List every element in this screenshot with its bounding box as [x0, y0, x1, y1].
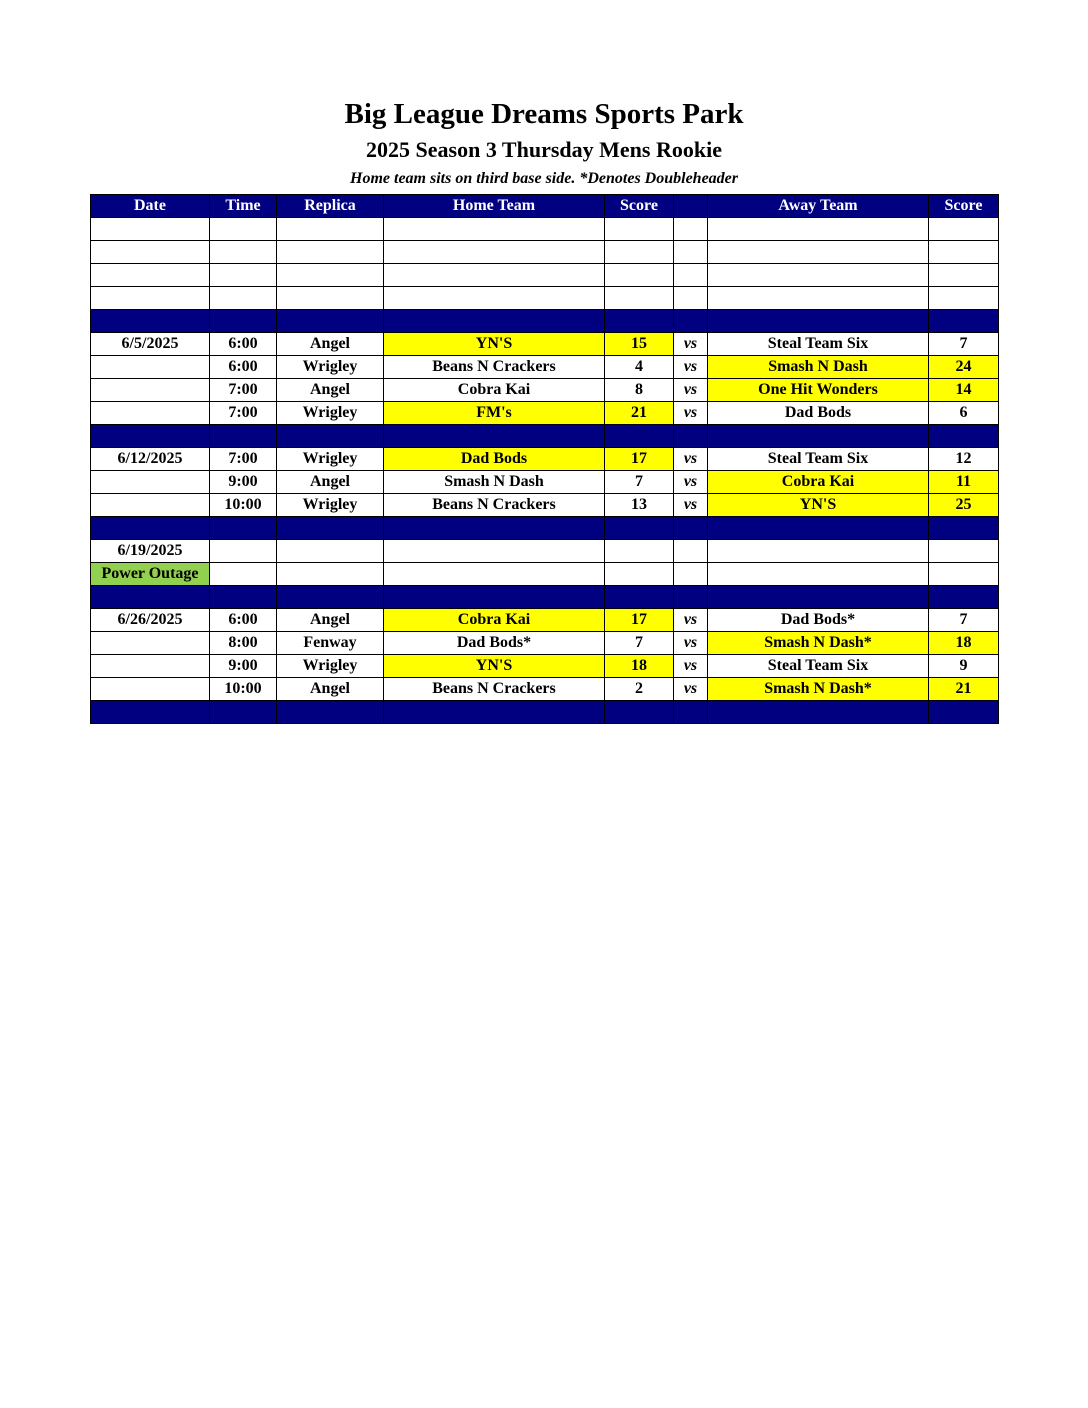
- home-team-cell: FM's: [384, 402, 605, 425]
- away-team-cell: [708, 540, 929, 563]
- time-cell: 10:00: [210, 678, 277, 701]
- time-cell: 7:00: [210, 379, 277, 402]
- separator-row: [91, 310, 999, 333]
- vs-cell: [674, 425, 708, 448]
- header-row: [91, 195, 999, 218]
- date-cell: [91, 494, 210, 517]
- away-team-cell: [708, 310, 929, 333]
- col-header-time: Time: [210, 195, 277, 218]
- home-score-cell: 2: [605, 678, 674, 701]
- replica-cell: [277, 218, 384, 241]
- blank-row: [91, 264, 999, 287]
- away-team-cell: [708, 264, 929, 287]
- home-team-cell: Beans N Crackers: [384, 678, 605, 701]
- home-team-cell: YN'S: [384, 333, 605, 356]
- time-cell: [210, 517, 277, 540]
- replica-cell: [277, 563, 384, 586]
- home-score-cell: 17: [605, 609, 674, 632]
- replica-cell: Angel: [277, 678, 384, 701]
- game-row: [91, 471, 999, 494]
- away-score-cell: [929, 540, 999, 563]
- away-team-cell: [708, 425, 929, 448]
- date-cell: [91, 218, 210, 241]
- time-cell: [210, 586, 277, 609]
- page-subtitle: 2025 Season 3 Thursday Mens Rookie: [366, 137, 722, 162]
- home-team-cell: [384, 264, 605, 287]
- home-score-cell: [605, 241, 674, 264]
- date-cell: 6/5/2025: [91, 333, 210, 356]
- vs-cell: [674, 218, 708, 241]
- home-score-cell: [605, 264, 674, 287]
- date-cell: [91, 310, 210, 333]
- time-cell: 6:00: [210, 333, 277, 356]
- away-score-cell: 12: [929, 448, 999, 471]
- home-team-cell: [384, 540, 605, 563]
- away-score-cell: [929, 701, 999, 724]
- schedule-body: [91, 195, 999, 724]
- game-row: [91, 379, 999, 402]
- time-cell: 7:00: [210, 448, 277, 471]
- away-team-cell: Steal Team Six: [708, 333, 929, 356]
- away-score-cell: 18: [929, 632, 999, 655]
- home-team-cell: [384, 241, 605, 264]
- game-row: [91, 448, 999, 471]
- away-team-cell: Smash N Dash*: [708, 632, 929, 655]
- home-team-cell: [384, 287, 605, 310]
- home-team-cell: Dad Bods*: [384, 632, 605, 655]
- game-row: [91, 609, 999, 632]
- away-score-cell: [929, 563, 999, 586]
- date-cell: [91, 402, 210, 425]
- replica-cell: Fenway: [277, 632, 384, 655]
- away-team-cell: Dad Bods: [708, 402, 929, 425]
- time-cell: 6:00: [210, 356, 277, 379]
- away-score-cell: [929, 218, 999, 241]
- time-cell: 9:00: [210, 655, 277, 678]
- blank-row: [91, 287, 999, 310]
- vs-cell: [674, 310, 708, 333]
- away-team-cell: Smash N Dash: [708, 356, 929, 379]
- date-cell: [91, 425, 210, 448]
- vs-cell: vs: [674, 494, 708, 517]
- home-score-cell: 13: [605, 494, 674, 517]
- game-row: [91, 678, 999, 701]
- away-score-cell: [929, 287, 999, 310]
- vs-cell: vs: [674, 471, 708, 494]
- away-team-cell: Steal Team Six: [708, 448, 929, 471]
- date-cell: [91, 356, 210, 379]
- home-team-cell: Cobra Kai: [384, 609, 605, 632]
- home-score-cell: 15: [605, 333, 674, 356]
- col-header-home-score: Score: [605, 195, 674, 218]
- time-cell: 6:00: [210, 609, 277, 632]
- vs-cell: vs: [674, 609, 708, 632]
- replica-cell: Angel: [277, 379, 384, 402]
- time-cell: [210, 218, 277, 241]
- time-cell: [210, 241, 277, 264]
- home-team-cell: [384, 310, 605, 333]
- away-score-cell: 7: [929, 333, 999, 356]
- replica-cell: Wrigley: [277, 402, 384, 425]
- home-score-cell: 8: [605, 379, 674, 402]
- away-score-cell: 9: [929, 655, 999, 678]
- time-cell: [210, 310, 277, 333]
- vs-cell: [674, 701, 708, 724]
- time-cell: 9:00: [210, 471, 277, 494]
- vs-cell: vs: [674, 333, 708, 356]
- home-score-cell: [605, 586, 674, 609]
- replica-cell: Angel: [277, 609, 384, 632]
- away-team-cell: [708, 586, 929, 609]
- separator-row: [91, 425, 999, 448]
- away-team-cell: [708, 701, 929, 724]
- game-row: [91, 402, 999, 425]
- away-score-cell: [929, 310, 999, 333]
- date-cell: 6/19/2025: [91, 540, 210, 563]
- date-cell: [91, 379, 210, 402]
- away-score-cell: [929, 241, 999, 264]
- replica-cell: Wrigley: [277, 655, 384, 678]
- game-row: [91, 563, 999, 586]
- time-cell: [210, 425, 277, 448]
- replica-cell: [277, 241, 384, 264]
- time-cell: [210, 264, 277, 287]
- blank-row: [91, 218, 999, 241]
- home-team-cell: [384, 517, 605, 540]
- replica-cell: [277, 425, 384, 448]
- col-header-home-team: Home Team: [384, 195, 605, 218]
- home-score-cell: 21: [605, 402, 674, 425]
- time-cell: [210, 701, 277, 724]
- blank-row: [91, 241, 999, 264]
- replica-cell: Angel: [277, 471, 384, 494]
- separator-row: [91, 517, 999, 540]
- game-row: [91, 632, 999, 655]
- away-team-cell: YN'S: [708, 494, 929, 517]
- away-score-cell: [929, 425, 999, 448]
- vs-cell: vs: [674, 632, 708, 655]
- vs-cell: [674, 540, 708, 563]
- col-header-away-team: Away Team: [708, 195, 929, 218]
- vs-cell: [674, 563, 708, 586]
- home-score-cell: 7: [605, 632, 674, 655]
- home-team-cell: [384, 586, 605, 609]
- time-cell: [210, 287, 277, 310]
- away-team-cell: [708, 218, 929, 241]
- home-score-cell: 7: [605, 471, 674, 494]
- away-team-cell: [708, 517, 929, 540]
- col-header-away-score: Score: [929, 195, 999, 218]
- date-cell: [91, 655, 210, 678]
- away-score-cell: 11: [929, 471, 999, 494]
- replica-cell: [277, 517, 384, 540]
- vs-cell: vs: [674, 655, 708, 678]
- away-score-cell: 6: [929, 402, 999, 425]
- col-header-date: Date: [91, 195, 210, 218]
- home-score-cell: 18: [605, 655, 674, 678]
- date-cell: [91, 586, 210, 609]
- home-team-cell: Dad Bods: [384, 448, 605, 471]
- game-row: [91, 655, 999, 678]
- home-score-cell: [605, 540, 674, 563]
- away-team-cell: One Hit Wonders: [708, 379, 929, 402]
- replica-cell: [277, 701, 384, 724]
- away-team-cell: [708, 563, 929, 586]
- date-cell: [91, 632, 210, 655]
- date-cell: [91, 287, 210, 310]
- vs-cell: [674, 287, 708, 310]
- home-score-cell: [605, 310, 674, 333]
- home-team-cell: [384, 218, 605, 241]
- home-score-cell: 4: [605, 356, 674, 379]
- home-score-cell: [605, 287, 674, 310]
- vs-cell: [674, 264, 708, 287]
- vs-cell: [674, 517, 708, 540]
- replica-cell: Wrigley: [277, 494, 384, 517]
- date-cell: 6/12/2025: [91, 448, 210, 471]
- home-team-cell: Beans N Crackers: [384, 494, 605, 517]
- replica-cell: [277, 264, 384, 287]
- time-cell: 8:00: [210, 632, 277, 655]
- game-row: [91, 356, 999, 379]
- home-score-cell: 17: [605, 448, 674, 471]
- date-cell: [91, 264, 210, 287]
- away-score-cell: [929, 586, 999, 609]
- home-team-cell: [384, 701, 605, 724]
- home-team-cell: [384, 563, 605, 586]
- home-team-cell: Cobra Kai: [384, 379, 605, 402]
- vs-cell: [674, 241, 708, 264]
- home-score-cell: [605, 425, 674, 448]
- home-score-cell: [605, 563, 674, 586]
- date-cell: [91, 678, 210, 701]
- away-score-cell: 14: [929, 379, 999, 402]
- page-title: Big League Dreams Sports Park: [344, 98, 744, 130]
- replica-cell: [277, 287, 384, 310]
- home-team-cell: Smash N Dash: [384, 471, 605, 494]
- vs-cell: vs: [674, 379, 708, 402]
- replica-cell: [277, 586, 384, 609]
- time-cell: 10:00: [210, 494, 277, 517]
- away-team-cell: [708, 287, 929, 310]
- separator-row: [91, 586, 999, 609]
- replica-cell: Wrigley: [277, 356, 384, 379]
- away-team-cell: Smash N Dash*: [708, 678, 929, 701]
- away-team-cell: Cobra Kai: [708, 471, 929, 494]
- home-team-cell: [384, 425, 605, 448]
- vs-cell: vs: [674, 678, 708, 701]
- vs-cell: vs: [674, 402, 708, 425]
- replica-cell: Wrigley: [277, 448, 384, 471]
- game-row: [91, 333, 999, 356]
- away-score-cell: 25: [929, 494, 999, 517]
- away-team-cell: Steal Team Six: [708, 655, 929, 678]
- vs-cell: vs: [674, 356, 708, 379]
- away-score-cell: 7: [929, 609, 999, 632]
- away-score-cell: [929, 264, 999, 287]
- date-cell: [91, 471, 210, 494]
- vs-cell: [674, 586, 708, 609]
- home-score-cell: [605, 701, 674, 724]
- replica-cell: Angel: [277, 333, 384, 356]
- replica-cell: [277, 540, 384, 563]
- date-cell: [91, 517, 210, 540]
- away-team-cell: Dad Bods*: [708, 609, 929, 632]
- vs-cell: vs: [674, 448, 708, 471]
- date-cell: [91, 701, 210, 724]
- date-cell: 6/26/2025: [91, 609, 210, 632]
- replica-cell: [277, 310, 384, 333]
- time-cell: [210, 540, 277, 563]
- away-score-cell: 21: [929, 678, 999, 701]
- time-cell: [210, 563, 277, 586]
- game-row: [91, 494, 999, 517]
- time-cell: 7:00: [210, 402, 277, 425]
- date-cell: Power Outage: [91, 563, 210, 586]
- col-header-replica: Replica: [277, 195, 384, 218]
- home-team-cell: YN'S: [384, 655, 605, 678]
- col-header-vs: [674, 195, 708, 218]
- away-score-cell: [929, 517, 999, 540]
- home-team-cell: Beans N Crackers: [384, 356, 605, 379]
- game-row: [91, 540, 999, 563]
- separator-row: [91, 701, 999, 724]
- date-cell: [91, 241, 210, 264]
- home-score-cell: [605, 218, 674, 241]
- away-team-cell: [708, 241, 929, 264]
- home-score-cell: [605, 517, 674, 540]
- schedule-table: [90, 194, 999, 724]
- away-score-cell: 24: [929, 356, 999, 379]
- schedule-note: Home team sits on third base side. *Denotes Doubleheader: [350, 170, 738, 187]
